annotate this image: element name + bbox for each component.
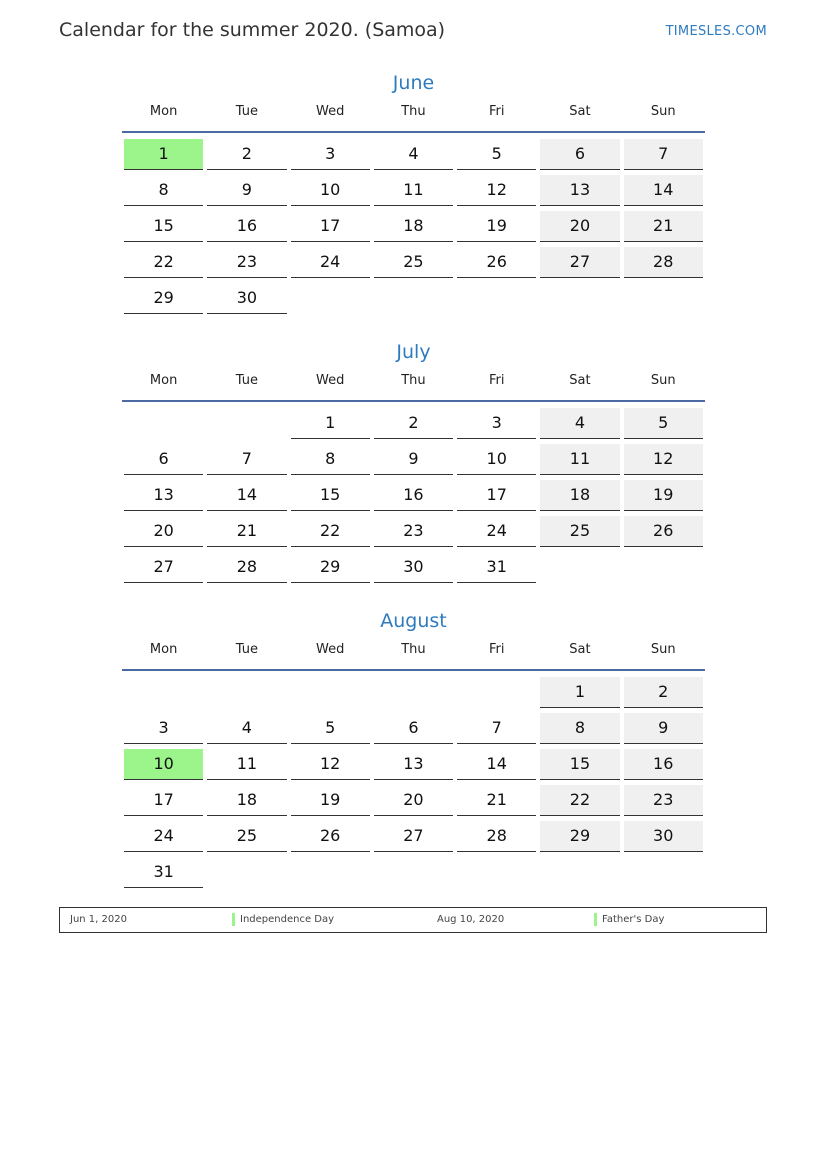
day-cell	[622, 515, 705, 551]
day-number: 21	[624, 211, 703, 242]
day-number: 2	[207, 139, 286, 170]
empty-day	[291, 857, 370, 887]
day-number: 5	[457, 139, 536, 170]
weekday-label: Fri	[488, 104, 505, 119]
day-number: 20	[374, 785, 453, 816]
day-cell	[289, 407, 372, 443]
weekday-label: Sat	[569, 104, 591, 119]
day-number: 6	[374, 713, 453, 744]
day-number: 10	[457, 444, 536, 475]
day-number: 4	[540, 408, 619, 439]
weeks	[122, 138, 705, 318]
week-row	[122, 551, 705, 587]
day-number: 23	[207, 247, 286, 278]
day-number: 1	[291, 408, 370, 439]
site-link[interactable]: TIMESLES.COM	[665, 24, 767, 39]
day-number: 12	[457, 175, 536, 206]
day-number: 29	[124, 283, 203, 314]
day-number: 8	[291, 444, 370, 475]
weekday-label: Thu	[401, 373, 426, 388]
day-cell	[455, 210, 538, 246]
day-number: 30	[624, 821, 703, 852]
day-cell	[205, 820, 288, 856]
day-number: 25	[374, 247, 453, 278]
day-cell	[205, 210, 288, 246]
day-number: 29	[291, 552, 370, 583]
week-row	[122, 443, 705, 479]
day-cell	[289, 856, 372, 892]
day-number: 14	[457, 749, 536, 780]
day-cell	[122, 820, 205, 856]
day-number: 4	[207, 713, 286, 744]
day-number: 14	[624, 175, 703, 206]
weekday-header-row	[122, 103, 705, 133]
day-cell	[455, 282, 538, 318]
month-august	[122, 607, 705, 892]
day-number: 17	[124, 785, 203, 816]
day-number: 27	[124, 552, 203, 583]
empty-day	[291, 677, 370, 707]
day-cell	[372, 676, 455, 712]
day-cell	[289, 246, 372, 282]
day-cell	[538, 174, 621, 210]
day-cell	[622, 676, 705, 712]
day-number: 21	[207, 516, 286, 547]
day-number: 12	[291, 749, 370, 780]
day-cell	[538, 282, 621, 318]
month-june	[122, 69, 705, 318]
day-cell	[372, 712, 455, 748]
day-cell	[289, 712, 372, 748]
weekday-label: Fri	[488, 373, 505, 388]
weekday-label: Sat	[569, 373, 591, 388]
empty-day	[457, 283, 536, 313]
week-row	[122, 407, 705, 443]
day-cell	[622, 748, 705, 784]
day-cell	[122, 748, 205, 784]
day-cell	[455, 515, 538, 551]
empty-day	[540, 857, 619, 887]
legend-date: Aug 10, 2020	[437, 914, 505, 925]
day-cell	[372, 515, 455, 551]
day-cell	[289, 138, 372, 174]
week-row	[122, 515, 705, 551]
day-cell	[455, 479, 538, 515]
day-number: 16	[374, 480, 453, 511]
day-cell	[372, 174, 455, 210]
day-number: 6	[124, 444, 203, 475]
weekday-label: Sun	[650, 373, 676, 388]
day-number: 24	[291, 247, 370, 278]
day-number: 27	[540, 247, 619, 278]
day-cell	[289, 282, 372, 318]
day-number: 27	[374, 821, 453, 852]
day-cell	[289, 479, 372, 515]
day-cell	[455, 138, 538, 174]
day-cell	[205, 748, 288, 784]
month-july	[122, 338, 705, 587]
day-cell	[122, 138, 205, 174]
day-number: 18	[374, 211, 453, 242]
weekday-label: Tue	[235, 104, 258, 119]
day-number: 15	[291, 480, 370, 511]
day-number: 2	[624, 677, 703, 708]
week-row	[122, 748, 705, 784]
day-cell	[455, 676, 538, 712]
week-row	[122, 246, 705, 282]
day-number: 13	[374, 749, 453, 780]
holiday-day: 10	[124, 749, 203, 780]
day-number: 18	[207, 785, 286, 816]
day-number: 5	[624, 408, 703, 439]
day-cell	[455, 246, 538, 282]
empty-day	[374, 857, 453, 887]
day-cell	[622, 479, 705, 515]
weekday-label: Wed	[315, 642, 345, 657]
day-number: 17	[291, 211, 370, 242]
day-number: 31	[457, 552, 536, 583]
day-cell	[205, 443, 288, 479]
legend-color-marker	[594, 913, 597, 926]
day-cell	[538, 712, 621, 748]
day-number: 1	[540, 677, 619, 708]
day-number: 16	[207, 211, 286, 242]
day-cell	[122, 246, 205, 282]
day-cell	[372, 407, 455, 443]
day-cell	[538, 210, 621, 246]
day-number: 3	[291, 139, 370, 170]
week-row	[122, 820, 705, 856]
day-cell	[538, 407, 621, 443]
weekday-label: Wed	[315, 373, 345, 388]
weekday-label: Mon	[149, 642, 178, 657]
day-number: 17	[457, 480, 536, 511]
weekday-header-row	[122, 372, 705, 402]
day-cell	[372, 856, 455, 892]
day-number: 2	[374, 408, 453, 439]
day-number: 13	[540, 175, 619, 206]
day-cell	[205, 407, 288, 443]
week-row	[122, 479, 705, 515]
day-cell	[122, 676, 205, 712]
day-cell	[122, 443, 205, 479]
day-cell	[122, 407, 205, 443]
day-cell	[372, 210, 455, 246]
day-number: 8	[124, 175, 203, 206]
day-number: 22	[540, 785, 619, 816]
day-cell	[372, 138, 455, 174]
weekday-label: Sun	[650, 104, 676, 119]
day-cell	[538, 515, 621, 551]
weekday-label: Sat	[569, 642, 591, 657]
empty-day	[457, 677, 536, 707]
day-cell	[205, 784, 288, 820]
day-cell	[622, 784, 705, 820]
day-number: 31	[124, 857, 203, 888]
day-cell	[538, 551, 621, 587]
day-cell	[205, 479, 288, 515]
weekday-label: Fri	[488, 642, 505, 657]
empty-day	[207, 408, 286, 438]
day-cell	[372, 551, 455, 587]
day-cell	[538, 479, 621, 515]
day-cell	[622, 712, 705, 748]
month-title: July	[396, 341, 431, 363]
week-row	[122, 282, 705, 318]
weekday-label: Mon	[149, 104, 178, 119]
day-number: 18	[540, 480, 619, 511]
day-cell	[122, 210, 205, 246]
day-cell	[372, 784, 455, 820]
day-number: 14	[207, 480, 286, 511]
day-cell	[289, 820, 372, 856]
day-cell	[455, 820, 538, 856]
day-number: 9	[624, 713, 703, 744]
day-cell	[122, 551, 205, 587]
day-cell	[205, 138, 288, 174]
day-cell	[289, 443, 372, 479]
weekday-label: Thu	[401, 642, 426, 657]
day-cell	[622, 246, 705, 282]
day-cell	[122, 515, 205, 551]
day-number: 28	[624, 247, 703, 278]
month-title: August	[380, 610, 447, 632]
weekday-label: Thu	[401, 104, 426, 119]
empty-day	[457, 857, 536, 887]
day-cell	[372, 246, 455, 282]
day-number: 26	[457, 247, 536, 278]
day-number: 9	[207, 175, 286, 206]
day-number: 4	[374, 139, 453, 170]
day-number: 25	[540, 516, 619, 547]
day-cell	[538, 676, 621, 712]
empty-day	[540, 283, 619, 313]
day-number: 24	[457, 516, 536, 547]
day-number: 12	[624, 444, 703, 475]
empty-day	[374, 677, 453, 707]
day-cell	[205, 515, 288, 551]
day-number: 26	[291, 821, 370, 852]
day-number: 7	[457, 713, 536, 744]
legend-holiday-name: Independence Day	[240, 914, 335, 925]
weekday-label: Sun	[650, 642, 676, 657]
empty-day	[124, 677, 203, 707]
day-number: 6	[540, 139, 619, 170]
day-number: 15	[124, 211, 203, 242]
day-cell	[372, 820, 455, 856]
day-number: 3	[457, 408, 536, 439]
day-cell	[622, 443, 705, 479]
holiday-legend	[59, 907, 767, 933]
legend-holiday-name: Father's Day	[602, 914, 665, 925]
day-number: 7	[624, 139, 703, 170]
day-number: 7	[207, 444, 286, 475]
day-cell	[622, 856, 705, 892]
empty-day	[624, 283, 703, 313]
day-cell	[205, 174, 288, 210]
day-cell	[538, 246, 621, 282]
empty-day	[207, 677, 286, 707]
week-row	[122, 676, 705, 712]
day-cell	[289, 748, 372, 784]
day-number: 30	[207, 283, 286, 314]
weekday-label: Tue	[235, 642, 258, 657]
day-number: 28	[457, 821, 536, 852]
day-number: 15	[540, 749, 619, 780]
day-cell	[289, 174, 372, 210]
day-number: 3	[124, 713, 203, 744]
day-number: 8	[540, 713, 619, 744]
day-cell	[538, 784, 621, 820]
day-number: 28	[207, 552, 286, 583]
day-number: 10	[291, 175, 370, 206]
empty-day	[207, 857, 286, 887]
day-cell	[538, 748, 621, 784]
day-cell	[622, 138, 705, 174]
day-cell	[205, 551, 288, 587]
day-cell	[122, 856, 205, 892]
day-number: 29	[540, 821, 619, 852]
weekday-label: Tue	[235, 373, 258, 388]
day-cell	[538, 138, 621, 174]
day-cell	[289, 515, 372, 551]
day-cell	[205, 676, 288, 712]
day-cell	[205, 246, 288, 282]
week-row	[122, 210, 705, 246]
day-cell	[289, 210, 372, 246]
day-cell	[622, 551, 705, 587]
holiday-day: 1	[124, 139, 203, 170]
week-row	[122, 856, 705, 892]
day-number: 23	[374, 516, 453, 547]
day-number: 19	[457, 211, 536, 242]
day-number: 20	[540, 211, 619, 242]
day-cell	[455, 407, 538, 443]
day-cell	[622, 210, 705, 246]
legend-color-marker	[232, 913, 235, 926]
day-cell	[372, 282, 455, 318]
empty-day	[540, 552, 619, 582]
day-number: 19	[291, 785, 370, 816]
day-cell	[122, 712, 205, 748]
day-cell	[622, 820, 705, 856]
day-cell	[205, 856, 288, 892]
day-number: 30	[374, 552, 453, 583]
weeks	[122, 407, 705, 587]
day-cell	[622, 407, 705, 443]
page-title: Calendar for the summer 2020. (Samoa)	[59, 19, 446, 41]
day-cell	[122, 479, 205, 515]
day-number: 23	[624, 785, 703, 816]
day-number: 22	[291, 516, 370, 547]
day-cell	[455, 712, 538, 748]
day-cell	[289, 784, 372, 820]
day-cell	[289, 551, 372, 587]
empty-day	[624, 552, 703, 582]
day-cell	[622, 282, 705, 318]
day-cell	[455, 174, 538, 210]
day-cell	[455, 551, 538, 587]
day-cell	[455, 784, 538, 820]
day-cell	[455, 443, 538, 479]
day-number: 22	[124, 247, 203, 278]
day-cell	[289, 676, 372, 712]
day-number: 20	[124, 516, 203, 547]
weekday-label: Wed	[315, 104, 345, 119]
day-cell	[455, 748, 538, 784]
month-title: June	[392, 72, 435, 94]
weeks	[122, 676, 705, 892]
day-number: 24	[124, 821, 203, 852]
day-number: 19	[624, 480, 703, 511]
day-number: 11	[374, 175, 453, 206]
day-number: 11	[207, 749, 286, 780]
day-cell	[205, 282, 288, 318]
day-cell	[372, 479, 455, 515]
day-number: 21	[457, 785, 536, 816]
day-cell	[122, 174, 205, 210]
day-cell	[372, 748, 455, 784]
day-number: 5	[291, 713, 370, 744]
weekday-header-row	[122, 641, 705, 671]
day-cell	[122, 282, 205, 318]
empty-day	[124, 408, 203, 438]
day-cell	[455, 856, 538, 892]
legend-date: Jun 1, 2020	[70, 914, 127, 925]
empty-day	[374, 283, 453, 313]
day-number: 13	[124, 480, 203, 511]
day-number: 16	[624, 749, 703, 780]
empty-day	[624, 857, 703, 887]
day-cell	[622, 174, 705, 210]
day-number: 25	[207, 821, 286, 852]
week-row	[122, 712, 705, 748]
week-row	[122, 784, 705, 820]
day-number: 9	[374, 444, 453, 475]
weekday-label: Mon	[149, 373, 178, 388]
week-row	[122, 138, 705, 174]
day-number: 26	[624, 516, 703, 547]
day-cell	[205, 712, 288, 748]
empty-day	[291, 283, 370, 313]
day-cell	[122, 784, 205, 820]
day-cell	[538, 443, 621, 479]
day-cell	[538, 856, 621, 892]
day-cell	[372, 443, 455, 479]
day-cell	[538, 820, 621, 856]
week-row	[122, 174, 705, 210]
day-number: 11	[540, 444, 619, 475]
